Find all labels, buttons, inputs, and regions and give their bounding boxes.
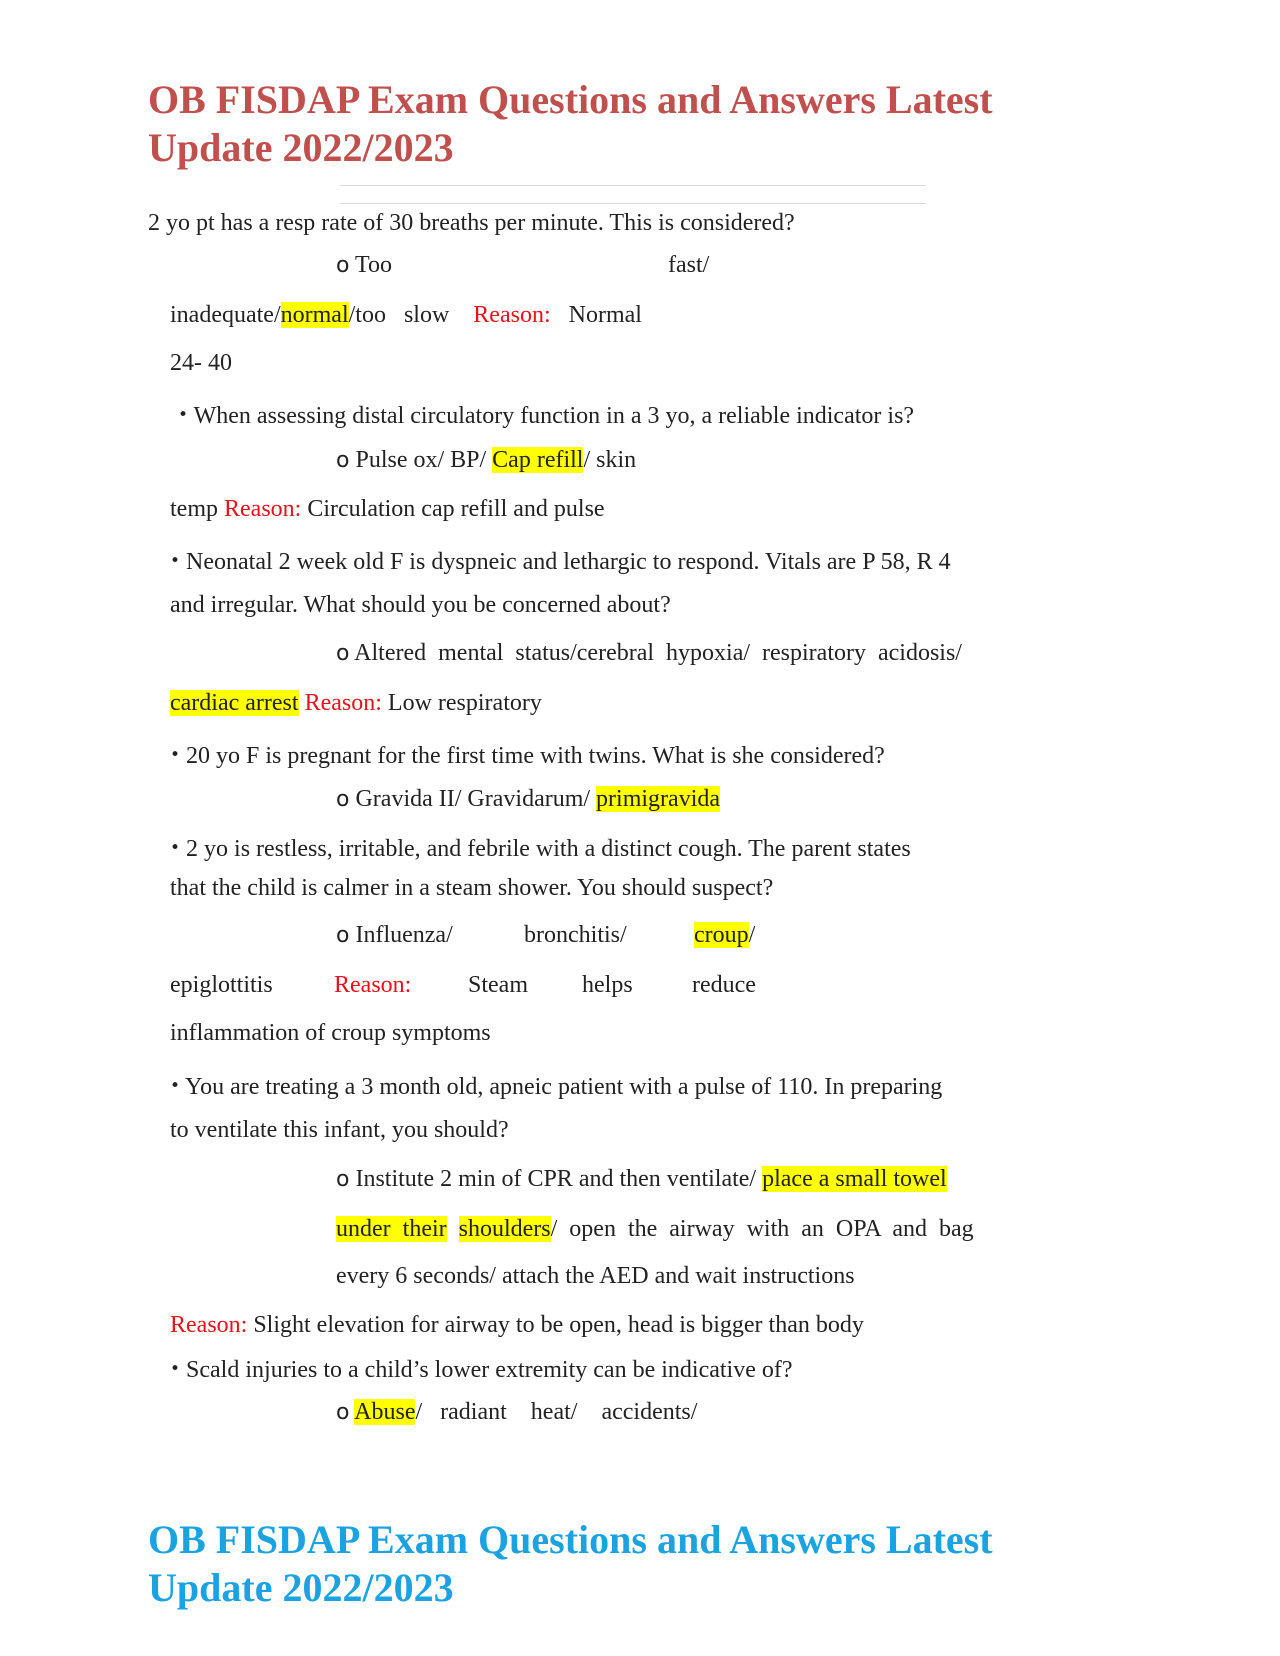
q1-option-inadequate: inadequate/ xyxy=(170,302,281,328)
q5-option-influenza: Influenza/ xyxy=(355,922,453,948)
q1-answer-highlight: normal xyxy=(280,302,349,328)
bullet: • xyxy=(170,838,181,858)
question-5-options-b xyxy=(524,920,627,950)
q4-options: Gravida II/ Gravidarum/ xyxy=(355,786,591,812)
q1-reason: Normal xyxy=(568,302,642,328)
question-6-text-b: to ventilate this infant, you should? xyxy=(170,1117,509,1143)
q2-options-a: Pulse ox/ BP/ xyxy=(355,447,487,473)
question-6-reason-line xyxy=(170,1310,864,1340)
title-line-2: Update 2022/2023 xyxy=(148,125,454,170)
q5-answer-highlight: croup xyxy=(694,922,749,948)
q5-slash: / xyxy=(748,922,756,948)
bullet: • xyxy=(178,405,189,425)
question-1-options-a xyxy=(336,250,392,281)
reason-label: Reason: xyxy=(304,690,382,716)
bullet: • xyxy=(170,551,181,571)
q2-answer-highlight: Cap refill xyxy=(492,447,584,473)
q7-option-radiant: radiant xyxy=(440,1399,507,1425)
question-2-text: When assessing distal circulatory function in a 3 yo, a reliable indicator is? xyxy=(193,403,915,429)
reason-label: Reason: xyxy=(224,496,302,522)
q1-option-too-slow: /too xyxy=(348,302,386,328)
q4-answer-highlight: primigravida xyxy=(596,786,721,812)
q2-options-b: / skin xyxy=(583,447,637,473)
question-3-text-a: Neonatal 2 week old F is dyspneic and lethargic to respond. Vitals are P 58, R 4 xyxy=(186,549,951,575)
q7-option-accidents: accidents/ xyxy=(601,1399,698,1425)
question-7-options xyxy=(336,1397,697,1428)
q1-reason-range: 24- 40 xyxy=(170,350,232,376)
q6-option-opa: / open the airway with an OPA and bag xyxy=(550,1216,974,1242)
question-6 xyxy=(170,1071,942,1102)
q5-option-epiglottitis: epiglottitis xyxy=(170,972,273,998)
sub-bullet: o xyxy=(336,253,350,278)
question-1-answer-line xyxy=(170,300,642,330)
q3-answer-highlight: cardiac arrest xyxy=(170,690,299,716)
question-2-reason-line xyxy=(170,494,605,524)
q6-answer-highlight-c: shoulders xyxy=(458,1216,551,1242)
sub-bullet: o xyxy=(336,641,350,666)
question-6-options-c xyxy=(336,1261,855,1291)
q5-reason-helps: helps xyxy=(582,972,633,998)
footer-title-line-2: Update 2022/2023 xyxy=(148,1565,454,1610)
reason-label: Reason: xyxy=(334,972,412,998)
q7-option-heat: heat/ xyxy=(530,1399,578,1425)
q1-option-too: Too xyxy=(355,252,393,278)
reason-label: Reason: xyxy=(170,1312,248,1338)
title-line-1: OB FISDAP Exam Questions and Answers Latest xyxy=(148,77,993,122)
question-4-options xyxy=(336,784,720,815)
q7-answer-highlight: Abuse xyxy=(354,1399,416,1425)
question-1 xyxy=(148,208,795,238)
question-6-options-b xyxy=(336,1214,974,1244)
q6-option-cpr: Institute 2 min of CPR and then ventilate/ xyxy=(355,1166,757,1192)
question-5-text-b: that the child is calmer in a steam shower. You should suspect? xyxy=(170,875,774,901)
question-5-options-a xyxy=(336,920,453,951)
question-1-reason-cont xyxy=(170,348,232,378)
question-4-text: 20 yo F is pregnant for the first time with twins. What is she considered? xyxy=(186,743,885,769)
question-1-options-b xyxy=(668,250,709,280)
q2-reason: Circulation cap refill and pulse xyxy=(307,496,605,522)
q2-option-temp: temp xyxy=(170,496,218,522)
question-2 xyxy=(178,400,914,431)
footer-title xyxy=(148,1516,993,1612)
sub-bullet: o xyxy=(336,923,350,948)
header-rule-2 xyxy=(340,203,926,204)
q5-reason-cont: inflammation of croup symptoms xyxy=(170,1020,491,1046)
sub-bullet: o xyxy=(336,448,350,473)
q6-option-aed: every 6 seconds/ attach the AED and wait instructions xyxy=(336,1263,855,1289)
question-6-cont xyxy=(170,1115,509,1145)
q6-answer-highlight-a: place a small towel xyxy=(762,1166,947,1192)
bullet: • xyxy=(170,745,181,765)
question-4 xyxy=(170,740,885,771)
question-3-cont xyxy=(170,590,671,620)
question-7 xyxy=(170,1354,793,1385)
q6-reason: Slight elevation for airway to be open, head is bigger than body xyxy=(253,1312,864,1338)
q5-option-bronchitis: bronchitis/ xyxy=(524,922,627,948)
footer-title-line-1: OB FISDAP Exam Questions and Answers Latest xyxy=(148,1517,993,1562)
question-2-options xyxy=(336,445,636,476)
q5-reason-steam: Steam xyxy=(468,972,528,998)
question-5-options-c xyxy=(694,920,755,950)
q3-reason: Low respiratory xyxy=(387,690,542,716)
question-5-text-a: 2 yo is restless, irritable, and febrile with a distinct cough. The parent states xyxy=(186,836,911,862)
q5-reason-reduce: reduce xyxy=(692,972,756,998)
sub-bullet: o xyxy=(336,787,350,812)
question-6-options-a xyxy=(336,1164,947,1195)
question-1-text: 2 yo pt has a resp rate of 30 breaths per minute. This is considered? xyxy=(148,210,795,236)
question-5 xyxy=(170,833,911,864)
q1-option-slow: slow xyxy=(403,302,450,328)
question-5-cont xyxy=(170,873,773,903)
q7-slash: / xyxy=(415,1399,423,1425)
sub-bullet: o xyxy=(336,1167,350,1192)
bullet: • xyxy=(170,1359,181,1379)
header-rule xyxy=(340,185,926,186)
question-3 xyxy=(170,546,951,577)
question-3-text-b: and irregular. What should you be concerned about? xyxy=(170,592,671,618)
q6-answer-highlight-b: under their xyxy=(336,1216,447,1242)
q1-option-fast: fast/ xyxy=(668,252,710,278)
page-title xyxy=(148,76,993,172)
question-3-answer-line xyxy=(170,688,542,718)
reason-label: Reason: xyxy=(473,302,551,328)
question-3-options xyxy=(336,638,962,669)
question-6-text-a: You are treating a 3 month old, apneic patient with a pulse of 110. In preparing xyxy=(185,1074,943,1100)
bullet: • xyxy=(170,1076,181,1096)
q3-options: Altered mental status/cerebral hypoxia/ respiratory acidosis/ xyxy=(354,640,962,666)
sub-bullet: o xyxy=(336,1400,350,1425)
question-7-text: Scald injuries to a child’s lower extremity can be indicative of? xyxy=(186,1357,793,1383)
